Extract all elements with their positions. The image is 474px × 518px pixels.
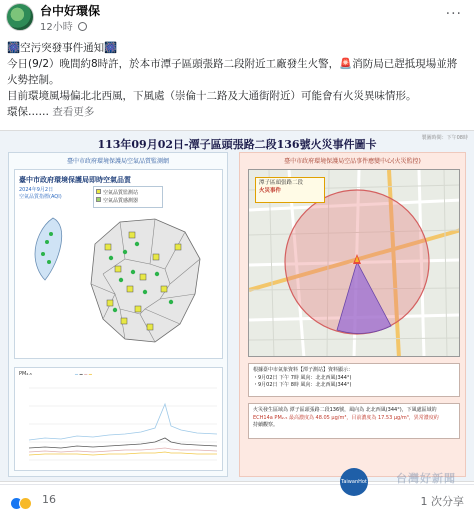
- pm25-line-chart: [15, 368, 224, 472]
- reaction-count[interactable]: 16: [42, 493, 56, 506]
- page-avatar[interactable]: [6, 3, 34, 31]
- post-line-1: 🎆空污突發事件通知🎆: [7, 42, 118, 54]
- air-quality-panel: [8, 152, 228, 477]
- page-name[interactable]: 台中好環保: [40, 4, 101, 18]
- wind-info-box: [248, 363, 460, 397]
- post-line-2-text: 今日(9/2）晚間約8時許，於本市潭子區頭張路二段附近工廠發生火警，: [7, 58, 340, 70]
- wind-info-heading: 根據臺中市氣象資料【潭子測站】資料顯示：: [253, 367, 354, 373]
- watermark-text: 台灣好新聞: [396, 472, 456, 485]
- share-count[interactable]: 1 次分享: [420, 495, 464, 508]
- post-timestamp[interactable]: [40, 18, 87, 33]
- post-line-2-text-b: 消防局已趕抵現場並將: [352, 58, 458, 70]
- air-quality-subtitle: [19, 186, 62, 200]
- air-quality-index-label: 空氣品質指標(AQI): [19, 194, 62, 200]
- legend-item-station: [96, 189, 160, 197]
- post-line-2-cont: 火勢控制。: [7, 74, 60, 86]
- air-quality-map-card: [14, 169, 223, 359]
- sensor-marker-icon: [96, 197, 101, 202]
- map-title-location: 潭子區頭張路二段: [259, 180, 304, 186]
- post-image[interactable]: [0, 130, 474, 482]
- air-quality-title: 臺中市政府環境保護局即時空氣品質: [19, 176, 131, 184]
- alarm-icon: 🚨: [339, 58, 353, 70]
- post-header: [0, 0, 474, 32]
- pm25-info-line-3: 持續觀察。: [253, 422, 279, 428]
- watermark-logo: TaiwanHot: [340, 468, 368, 496]
- air-quality-legend: [93, 186, 163, 208]
- post-time-text[interactable]: 12小時: [40, 22, 73, 33]
- pm25-chart-card: [14, 367, 223, 471]
- pm25-info-line-2: ECH14a PM₂.₅ 最高濃度為 48.05 μg/m³，目前濃度為 17.53 μg/m³，異常濃度約: [253, 414, 439, 421]
- wind-info-7pm: ・9月02日 下午 7時 風向：北北西風(344°): [253, 374, 352, 381]
- station-marker-icon: [96, 189, 101, 194]
- legend-station-label: 空氣品質監測站: [103, 190, 139, 196]
- post-body: [7, 40, 467, 120]
- more-options-button[interactable]: ···: [445, 6, 462, 22]
- care-reaction-icon: [19, 497, 32, 510]
- globe-icon: [78, 22, 87, 31]
- pm25-chart-label: PM₂.₅: [19, 371, 32, 377]
- post-footer: [0, 484, 474, 518]
- taiwan-inset-map: [23, 214, 73, 284]
- fire-event-panel-label: 臺中市政府環境保護局空品事件應變中心(火災監控): [284, 158, 421, 165]
- see-more-link[interactable]: 查看更多: [52, 106, 95, 118]
- post-line-3: 目前環境風場偏北北西風，下風處（崇倫十二路及大通街附近）可能會有火災異味情形。: [7, 90, 417, 102]
- post-truncated: 環保……: [7, 106, 49, 118]
- legend-item-sensor: [96, 197, 160, 205]
- taichung-district-map: [85, 214, 205, 349]
- fire-location-map: [248, 169, 460, 357]
- post-line-4: [7, 104, 467, 120]
- legend-sensor-label: 空氣品質感測器: [103, 198, 139, 204]
- reaction-icons[interactable]: [10, 493, 32, 512]
- air-quality-date: 2024年9月2日: [19, 187, 54, 193]
- map-title-event: 火災事件: [259, 187, 282, 194]
- air-quality-panel-label: 臺中市政府環境保護局空氣品質監測網: [66, 158, 169, 165]
- poster-timestamp: 製圖時間：下午08時: [421, 135, 468, 141]
- pm25-info-box: [248, 403, 460, 439]
- post-line-2: [7, 56, 467, 72]
- pm25-info-line-1: 火災發生區域為 潭子區頭張路二段136號，風向為 北北西風(344°)，下風處區域的: [253, 407, 437, 413]
- fire-event-panel: [239, 152, 466, 477]
- wind-info-8pm: ・9月02日 下午 8時 風向：北北西風(344°): [253, 382, 352, 388]
- pm25-chart-legend: ━ ━ ━ ━: [75, 372, 92, 378]
- poster-title: 113年09月02日-潭子區頭張路二段136號火災事件圖卡: [97, 138, 377, 151]
- map-title-box: [255, 177, 325, 203]
